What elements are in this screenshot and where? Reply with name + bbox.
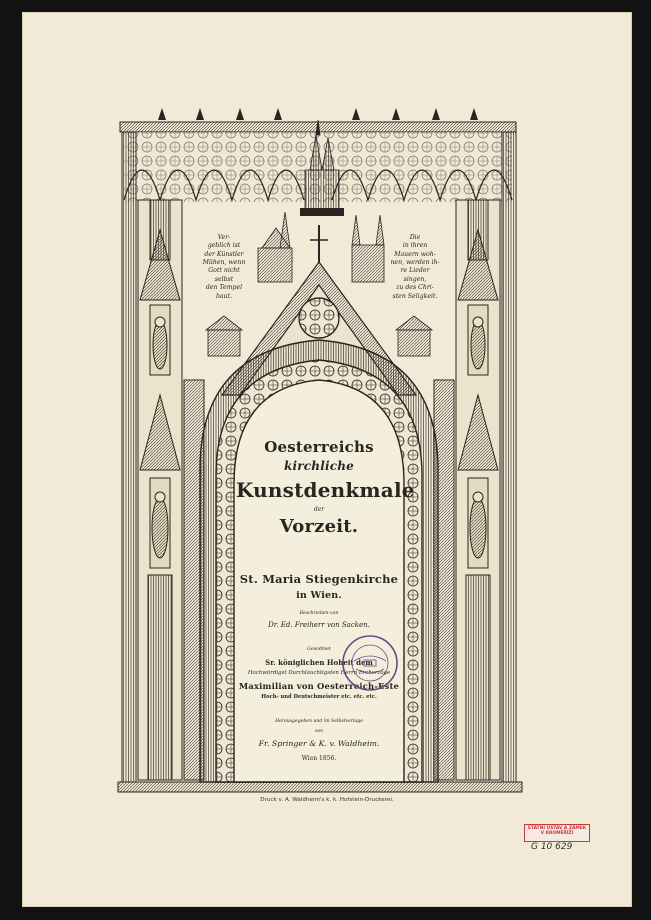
library-ownership-stamp <box>524 824 590 842</box>
left-inscription <box>200 234 248 301</box>
inscription-line: nen, werden ih- <box>390 259 440 267</box>
publisher-line-1: Herausgegeben und im Selbstverlage <box>275 719 363 724</box>
round-library-stamp <box>340 633 400 693</box>
inscription-line: Ver- <box>217 234 231 241</box>
shelfmark: G 10 629 <box>531 842 573 852</box>
right-inscription <box>390 234 440 301</box>
title-line-5: Vorzeit. <box>279 516 359 537</box>
dedication-line-1: Gewidmet <box>307 647 331 652</box>
inscription-line: Die <box>409 234 421 241</box>
inscription-line: Mauern woh- <box>394 250 436 258</box>
church-place: in Wien. <box>296 590 342 601</box>
author-name: Dr. Ed. Freiherr von Sacken. <box>268 621 370 629</box>
inscription-line: in ihren <box>402 242 428 250</box>
stamp-line: ŠTÁTNÍ ÚSTAV A ZÁMEK <box>527 826 587 831</box>
printer-imprint: Druck v. A. Waldheim's k. k. Hofstein-Druckerei. <box>260 797 394 803</box>
dedication-line-2: Sr. königlichen Hoheit dem <box>265 658 373 667</box>
dedication-line-3: Hochwürdigst Durchlauchtigsten Herrn Erzherzoge <box>247 670 391 676</box>
title-line-1: Oesterreichs <box>264 438 374 456</box>
inscription-line: der Künstler <box>204 250 244 258</box>
dedication-line-5: Hoch- und Deutschmeister etc. etc. etc. <box>261 694 377 700</box>
inscription-line: sten Seligkeit. <box>392 292 438 300</box>
stamp-line: V KROMĚŘÍŽI <box>540 831 574 837</box>
publisher-line-4: Wien 1856. <box>301 755 337 762</box>
title-line-2: kirchliche <box>283 459 354 473</box>
title-line-3: Kunstdenkmale <box>236 478 415 502</box>
inscription-line: Mühen, wenn <box>202 259 246 267</box>
inscription-line: zu des Chri- <box>396 284 434 292</box>
inscription-line: geblich ist <box>207 242 241 250</box>
author-prefix: Beschrieben von <box>299 611 339 616</box>
title-line-4: der <box>313 506 325 513</box>
publisher-line-3: Fr. Springer & K. v. Waldheim. <box>258 739 380 748</box>
inscription-line: den Tempel baut. <box>205 284 243 300</box>
inscription-line: re Lieder singen, <box>400 267 430 283</box>
inscription-line: Gott nicht selbst <box>208 267 240 283</box>
dedication-line-4: Maximilian von Oesterreich-Este <box>238 681 400 691</box>
church-name: St. Maria Stiegenkirche <box>239 572 399 586</box>
publisher-line-2: von <box>315 729 323 734</box>
